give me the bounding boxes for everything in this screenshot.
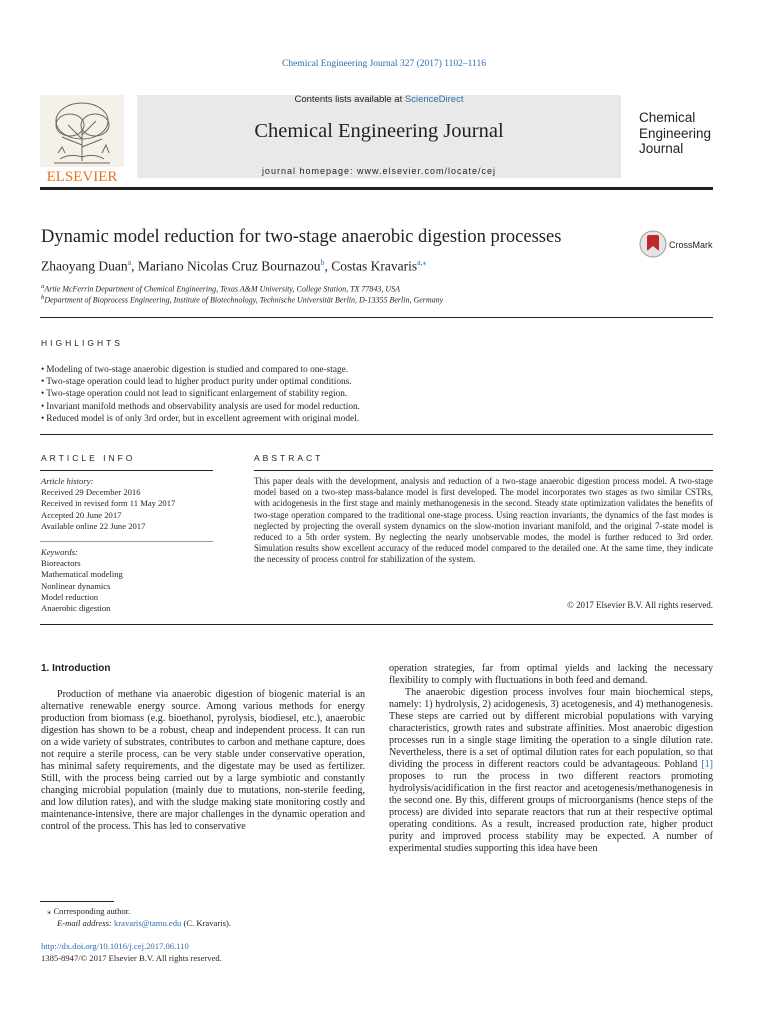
history-item: Available online 22 June 2017 [41, 520, 146, 531]
divider [40, 434, 713, 435]
publisher-name: ELSEVIER [46, 169, 118, 185]
keywords-label: Keywords: [41, 547, 78, 557]
author-affiliation-marker[interactable]: b [320, 258, 325, 267]
keyword: Bioreactors [41, 558, 81, 569]
author-affiliation-marker[interactable]: a,⁎ [417, 258, 427, 267]
email-label: E-mail address: [57, 917, 112, 928]
abstract-copyright: © 2017 Elsevier B.V. All rights reserved. [567, 600, 713, 610]
doi-link[interactable]: http://dx.doi.org/10.1016/j.cej.2017.06.110 [41, 941, 189, 951]
crossmark-icon [639, 229, 721, 259]
history-item: Received in revised form 11 May 2017 [41, 498, 176, 509]
list-item: • Invariant manifold methods and observability analysis are used for model reduction. [41, 401, 360, 413]
highlights-heading: HIGHLIGHTS [41, 338, 123, 348]
author-separator: , [131, 258, 138, 274]
footnote-rule [40, 901, 114, 902]
highlights-list [41, 364, 360, 425]
cover-line: Engineering [639, 125, 712, 141]
keyword: Model reduction [41, 591, 99, 602]
author-name[interactable]: Mariano Nicolas Cruz Bournazou [137, 258, 321, 274]
divider [40, 470, 213, 471]
history-label: Article history: [41, 476, 94, 486]
article-history [41, 476, 175, 532]
contents-line [137, 94, 621, 105]
affiliation [41, 294, 443, 305]
keywords [41, 547, 123, 614]
affiliation-text: Artie McFerrin Department of Chemical Engineering, Texas A&M University, College Station, TX 77843, USA [44, 284, 401, 294]
body-column-left [41, 689, 365, 833]
elsevier-logo [40, 95, 124, 185]
affiliation-text: Department of Bioprocess Engineering, Institute of Biotechnology, Technische Universität Berlin, D-13355 Berlin, Germany [44, 295, 444, 305]
header-rule [40, 187, 713, 190]
list-item: • Reduced model is of only 3rd order, but in excellent agreement with original model. [41, 413, 360, 425]
crossmark-label: CrossMark [669, 240, 713, 250]
corresponding-author: Corresponding author. [53, 906, 131, 916]
journal-homepage[interactable]: journal homepage: www.elsevier.com/locate/cej [261, 166, 497, 176]
author-affiliation-marker[interactable]: a [127, 258, 132, 267]
paragraph: Production of methane via anaerobic digestion of biogenic material is an alternative renewable energy source. Among various methods for energy production from biomass (e.g. bioethanol, pyrolysis, biodiesel, etc.), anaerobic digestion has shown to be a robust, cheap and independent process. It can run on a wide variety of substrates, contributes to carbon and methane capture, does not require a sterile process, can be very stable under conservative operation, has minimal safety requirements, and the digestate may be used as fertilizer. Still, with the process being carried out by a large symbiotic and constantly changing microbial population (mainly due to mutations, non-sterile feeding, and low dilution rates), and with the sludge making state monitoring costly and maintenance-intensive, there are major challenges in the dynamic operation and control of the process. This has led to conservative [41, 689, 365, 832]
journal-citation[interactable]: Chemical Engineering Journal 327 (2017) 1102–1116 [282, 59, 486, 69]
elsevier-tree-icon [40, 95, 124, 185]
affiliation-marker: b [41, 294, 45, 301]
article-info-heading: ARTICLE INFO [41, 453, 136, 463]
footnote-marker: ⁎ [47, 906, 52, 916]
sciencedirect-link[interactable]: ScienceDirect [404, 94, 464, 105]
history-item: Accepted 20 June 2017 [41, 509, 122, 520]
abstract-text: This paper deals with the development, analysis and reduction of a two-stage anaerobic digestion process model. A two-stage model based on a two-step mass-balance model is first developed. The model incorporates two stages as two similar CSTRs, with acidogenesis in the first stage and mainly methanogenesis in the second. Steady state optimization validates the benefits of two-stage operation compared to the traditional one-stage process. Using reaction invariants, the dynamics of the fast modes is neglected by projecting the overall system dynamics on the slow-motion invariant manifold, and the original 7-state model is reduced to a 5th order system. By neglecting the nearly unobservable modes, the model is further reduced to 3rd order. Simulation results show excellent accuracy of the reduced model compared to the detailed one. At the same time, they indicate the necessity of process control for stabilization of the system. [254, 476, 713, 565]
contents-prefix: Contents lists available at [294, 94, 405, 105]
list-item: • Modeling of two-stage anaerobic digestion is studied and compared to one-stage. [41, 364, 360, 376]
keyword: Mathematical modeling [41, 569, 123, 580]
affiliation [41, 283, 400, 294]
email-link[interactable]: kravaris@tamu.edu [113, 917, 182, 928]
issn-line: 1385-8947/© 2017 Elsevier B.V. All rights reserved. [41, 952, 222, 963]
list-item: • Two-stage operation could not lead to significant enlargement of stability region. [41, 388, 360, 400]
doi-block [41, 941, 222, 964]
footnote [41, 906, 231, 929]
journal-cover-logo [639, 110, 711, 157]
crossmark-badge[interactable] [639, 229, 721, 259]
list-item: • Two-stage operation could lead to higher product purity under optimal conditions. [41, 376, 360, 388]
divider [254, 470, 713, 471]
divider [40, 541, 213, 542]
paragraph-text: proposes to run the process in two different reactors promoting hydrolysis/acidification in the first reactor and acetogenesis/methanogenesis in the second one. By this, different groups of microorganisms (hence steps of the process) are divided into separate reactors that run at their respective optimal operating conditions. As a result, increased production rate, higher product purity and improved process stability may be expected. A number of experimental studies supporting this idea have been [389, 771, 713, 854]
body-column-right [389, 663, 713, 855]
cover-line: Journal [639, 141, 684, 156]
author-separator: , [324, 258, 332, 274]
journal-title: Chemical Engineering Journal [254, 120, 504, 142]
cover-line: Chemical [639, 110, 696, 125]
article-title: Dynamic model reduction for two-stage anaerobic digestion processes [41, 227, 562, 247]
affiliation-marker: a [41, 283, 45, 290]
paragraph [389, 687, 713, 855]
section-heading: 1. Introduction [41, 663, 111, 674]
author-name[interactable]: Costas Kravaris [331, 258, 418, 274]
reference-link[interactable]: [1] [701, 759, 713, 770]
paragraph: operation strategies, far from optimal yields and lacking the necessary flexibility to comply with fluctuations in both feed and demand. [389, 663, 713, 686]
paragraph-text: The anaerobic digestion process involves four main biochemical steps, namely: 1) hydrolysis, 2) acidogenesis, 3) acetogenesis, and 4) methanogenesis. These steps are carried out by different microbial populations with varying characteristics, growth rates and substrate affinities. Most anaerobic digestion processes run in a single stage limiting the operation to a single dilution rate. Nevertheless, there is a set of optimal dilution rates for each population, so that dividing the process in different reactors could be advantageous. Pohland [389, 687, 713, 770]
email-suffix: (C. Kravaris). [181, 917, 231, 928]
author-name[interactable]: Zhaoyang Duan [41, 258, 128, 274]
abstract-heading: ABSTRACT [254, 453, 324, 463]
divider [40, 317, 713, 318]
divider [40, 624, 713, 625]
keyword: Nonlinear dynamics [41, 580, 111, 591]
keyword: Anaerobic digestion [41, 603, 111, 614]
author-list [41, 258, 427, 275]
history-item: Received 29 December 2016 [41, 487, 141, 498]
